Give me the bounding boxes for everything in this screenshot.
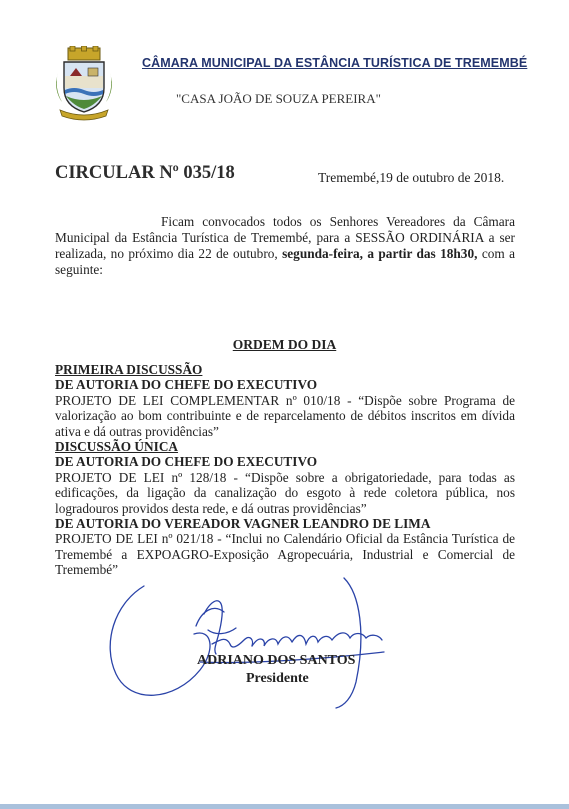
house-name: "CASA JOÃO DE SOUZA PEREIRA"	[176, 91, 381, 106]
page-bottom-rule	[0, 804, 569, 809]
intro-text: Ficam convocados todos os Senhores Vereadores da Câmara Municipal da Estância Turística de Tremembé, para a SESSÃO ORDINÁRIA a ser realizada, no próximo dia 22 de outubro,	[55, 214, 515, 261]
section-heading: PRIMEIRA DISCUSSÃO	[55, 362, 203, 377]
intro-paragraph	[55, 214, 515, 278]
section-heading: DISCUSSÃO ÚNICA	[55, 439, 179, 455]
agenda-item: PROJETO DE LEI nº 128/18 - “Dispõe sobre a obrigatoriedade, para todas as edificações, da ligação da canalização do esgoto à rede coletora pública, nos logradouros providos desta rede, e dá outras providências”	[55, 469, 515, 516]
agenda-item: PROJETO DE LEI nº 021/18 - “Inclui no Calendário Oficial da Estância Turística de Tremembé a EXPOAGRO-Exposição Agropecuária, Industrial e Comercial de Tremembé”	[55, 531, 515, 578]
agenda-title: ORDEM DO DIA	[232, 337, 337, 352]
intro-bold-text: segunda-feira, a partir das 18h30,	[282, 246, 478, 261]
handwritten-signature	[104, 574, 404, 714]
author-heading: DE AUTORIA DO CHEFE DO EXECUTIVO	[55, 454, 318, 470]
agenda-item: PROJETO DE LEI COMPLEMENTAR nº 010/18 - “Dispõe sobre Programa de valorização ao bom contribuinte e de reparcelamento de débitos inscritos em dívida ativa e dá outras providências”	[55, 392, 515, 439]
signer-role: Presidente	[246, 671, 309, 686]
agenda-body	[55, 362, 515, 578]
signer-name: ADRIANO DOS SANTOS	[197, 653, 356, 668]
author-heading: DE AUTORIA DO CHEFE DO EXECUTIVO	[55, 377, 318, 393]
author-heading: DE AUTORIA DO VEREADOR VAGNER LEANDRO DE LIMA	[55, 516, 431, 532]
circular-title: CIRCULAR Nº 035/18	[55, 163, 235, 183]
chamber-name: CÂMARA MUNICIPAL DA ESTÂNCIA TURÍSTICA DE TREMEMBÉ	[142, 56, 528, 70]
intro-text-end: com a seguinte:	[55, 246, 515, 277]
circular-date: Tremembé,19 de outubro de 2018.	[318, 170, 505, 185]
municipal-coat-of-arms	[52, 46, 116, 122]
